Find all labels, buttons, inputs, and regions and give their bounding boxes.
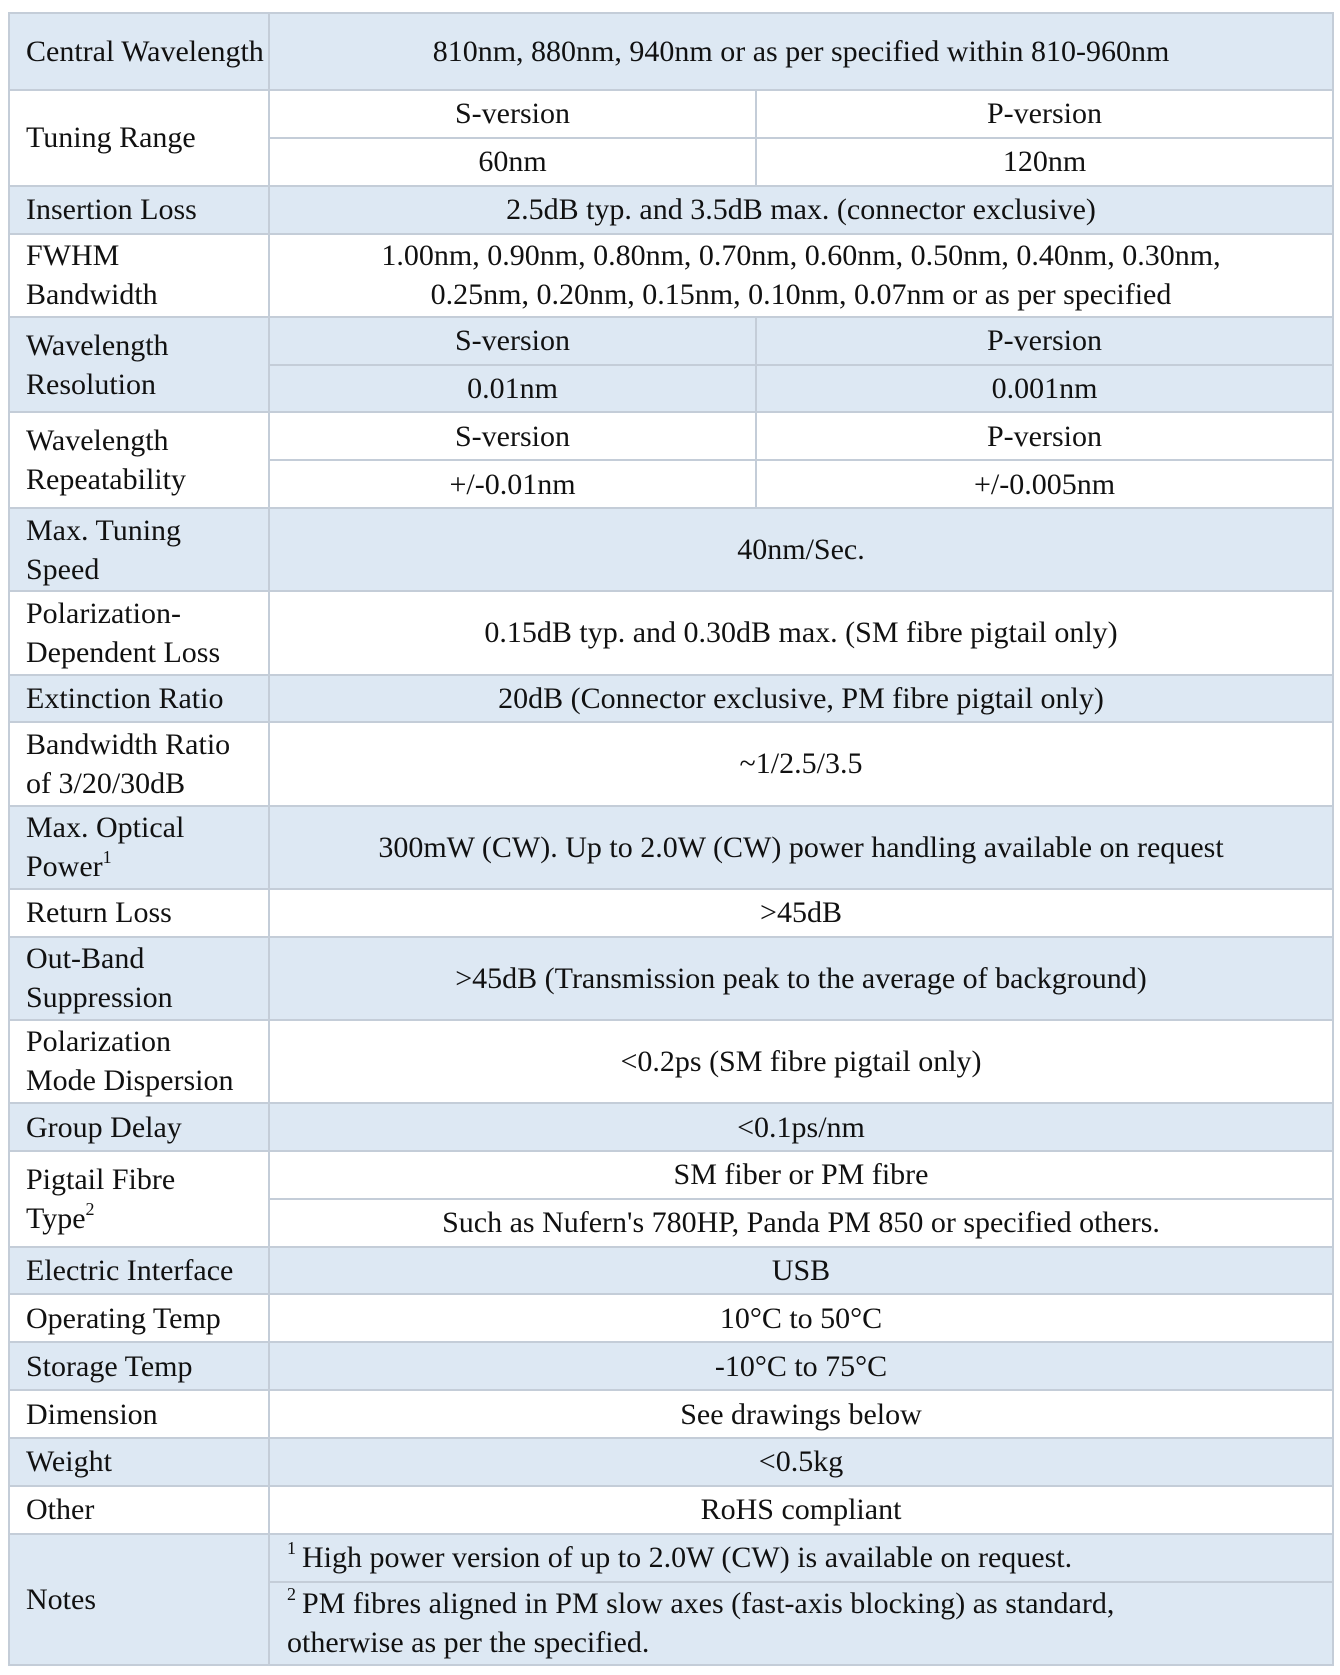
value-extinction-ratio: 20dB (Connector exclusive, PM fibre pigtail only) [269, 675, 1333, 723]
value-max-optical-power: 300mW (CW). Up to 2.0W (CW) power handling available on request [269, 806, 1333, 889]
row-max-optical-power [9, 806, 1333, 889]
value-electric-interface: USB [269, 1247, 1333, 1295]
row-return-loss [9, 889, 1333, 937]
value-other: RoHS compliant [269, 1486, 1333, 1534]
label-max-tuning-speed: Max. Tuning Speed [9, 508, 269, 591]
label-max-optical-power: Max. Optical Power$^1$ [9, 806, 269, 889]
label-return-loss: Return Loss [9, 889, 269, 937]
row-dimension [9, 1390, 1333, 1438]
value-return-loss: >45dB [269, 889, 1333, 937]
row-pdl [9, 591, 1333, 674]
label-extinction-ratio: Extinction Ratio [9, 675, 269, 723]
row-extinction-ratio [9, 675, 1333, 723]
wavelength-resolution-p-header: P-version [756, 317, 1333, 365]
wavelength-resolution-s-value: 0.01nm [269, 365, 756, 413]
row-pigtail-fibre-type [9, 1151, 1333, 1199]
label-bandwidth-ratio: Bandwidth Ratio of 3/20/30dB [9, 722, 269, 805]
row-out-band-suppression [9, 937, 1333, 1020]
label-electric-interface: Electric Interface [9, 1247, 269, 1295]
footnote-ref-1: 1 [102, 847, 112, 868]
wavelength-resolution-s-header: S-version [269, 317, 756, 365]
row-central-wavelength [9, 13, 1333, 90]
footnote-ref-2: 2 [85, 1198, 95, 1219]
note-2-marker: 2 [287, 1584, 296, 1605]
value-weight: <0.5kg [269, 1438, 1333, 1486]
wavelength-repeatability-p-header: P-version [756, 412, 1333, 460]
label-wavelength-resolution: Wavelength Resolution [9, 317, 269, 413]
row-tuning-range [9, 90, 1333, 138]
value-pdl: 0.15dB typ. and 0.30dB max. (SM fibre pigtail only) [269, 591, 1333, 674]
value-pigtail-fibre-examples: Such as Nufern's 780HP, Panda PM 850 or specified others. [269, 1199, 1333, 1247]
label-wavelength-repeatability: Wavelength Repeatability [9, 412, 269, 508]
value-storage-temp: -10°C to 75°C [269, 1342, 1333, 1390]
label-weight: Weight [9, 1438, 269, 1486]
note-1: $^1$ High power version of up to 2.0W (CW) is available on request. [269, 1534, 1333, 1582]
wavelength-repeatability-p-value: +/-0.005nm [756, 460, 1333, 508]
row-electric-interface [9, 1247, 1333, 1295]
label-out-band-suppression: Out-Band Suppression [9, 937, 269, 1020]
label-central-wavelength: Central Wavelength [9, 13, 269, 90]
note-2: $^2$ PM fibres aligned in PM slow axes (fast-axis blocking) as standard, otherwise as per the specified. [269, 1582, 1333, 1665]
label-tuning-range: Tuning Range [9, 90, 269, 186]
row-pmd [9, 1020, 1333, 1103]
spec-table [8, 12, 1334, 1666]
row-max-tuning-speed [9, 508, 1333, 591]
wavelength-repeatability-s-value: +/-0.01nm [269, 460, 756, 508]
label-insertion-loss: Insertion Loss [9, 186, 269, 234]
label-notes: Notes [9, 1534, 269, 1665]
value-pmd: <0.2ps (SM fibre pigtail only) [269, 1020, 1333, 1103]
value-out-band-suppression: >45dB (Transmission peak to the average of background) [269, 937, 1333, 1020]
row-other [9, 1486, 1333, 1534]
label-fwhm-bandwidth: FWHM Bandwidth [9, 234, 269, 317]
tuning-range-p-value: 120nm [756, 138, 1333, 186]
label-group-delay: Group Delay [9, 1103, 269, 1151]
label-dimension: Dimension [9, 1390, 269, 1438]
row-wavelength-repeatability [9, 412, 1333, 460]
tuning-range-s-header: S-version [269, 90, 756, 138]
value-max-tuning-speed: 40nm/Sec. [269, 508, 1333, 591]
wavelength-resolution-p-value: 0.001nm [756, 365, 1333, 413]
label-operating-temp: Operating Temp [9, 1294, 269, 1342]
value-operating-temp: 10°C to 50°C [269, 1294, 1333, 1342]
value-group-delay: <0.1ps/nm [269, 1103, 1333, 1151]
value-bandwidth-ratio: ~1/2.5/3.5 [269, 722, 1333, 805]
label-pdl: Polarization- Dependent Loss [9, 591, 269, 674]
value-dimension: See drawings below [269, 1390, 1333, 1438]
row-storage-temp [9, 1342, 1333, 1390]
row-wavelength-resolution [9, 317, 1333, 365]
row-bandwidth-ratio [9, 722, 1333, 805]
row-operating-temp [9, 1294, 1333, 1342]
row-fwhm-bandwidth [9, 234, 1333, 317]
tuning-range-s-value: 60nm [269, 138, 756, 186]
value-central-wavelength: 810nm, 880nm, 940nm or as per specified within 810-960nm [269, 13, 1333, 90]
row-insertion-loss [9, 186, 1333, 234]
wavelength-repeatability-s-header: S-version [269, 412, 756, 460]
note-1-marker: 1 [287, 1538, 296, 1559]
label-other: Other [9, 1486, 269, 1534]
tuning-range-p-header: P-version [756, 90, 1333, 138]
row-group-delay [9, 1103, 1333, 1151]
value-pigtail-fibre-type: SM fiber or PM fibre [269, 1151, 1333, 1199]
label-storage-temp: Storage Temp [9, 1342, 269, 1390]
value-fwhm-bandwidth: 1.00nm, 0.90nm, 0.80nm, 0.70nm, 0.60nm, 0.50nm, 0.40nm, 0.30nm, 0.25nm, 0.20nm, 0.15nm, 0.10nm, 0.07nm or as per specified [269, 234, 1333, 317]
label-pigtail-fibre-type: Pigtail Fibre Type$^2$ [9, 1151, 269, 1247]
label-pmd: Polarization Mode Dispersion [9, 1020, 269, 1103]
row-notes [9, 1534, 1333, 1582]
value-insertion-loss: 2.5dB typ. and 3.5dB max. (connector exclusive) [269, 186, 1333, 234]
row-weight [9, 1438, 1333, 1486]
